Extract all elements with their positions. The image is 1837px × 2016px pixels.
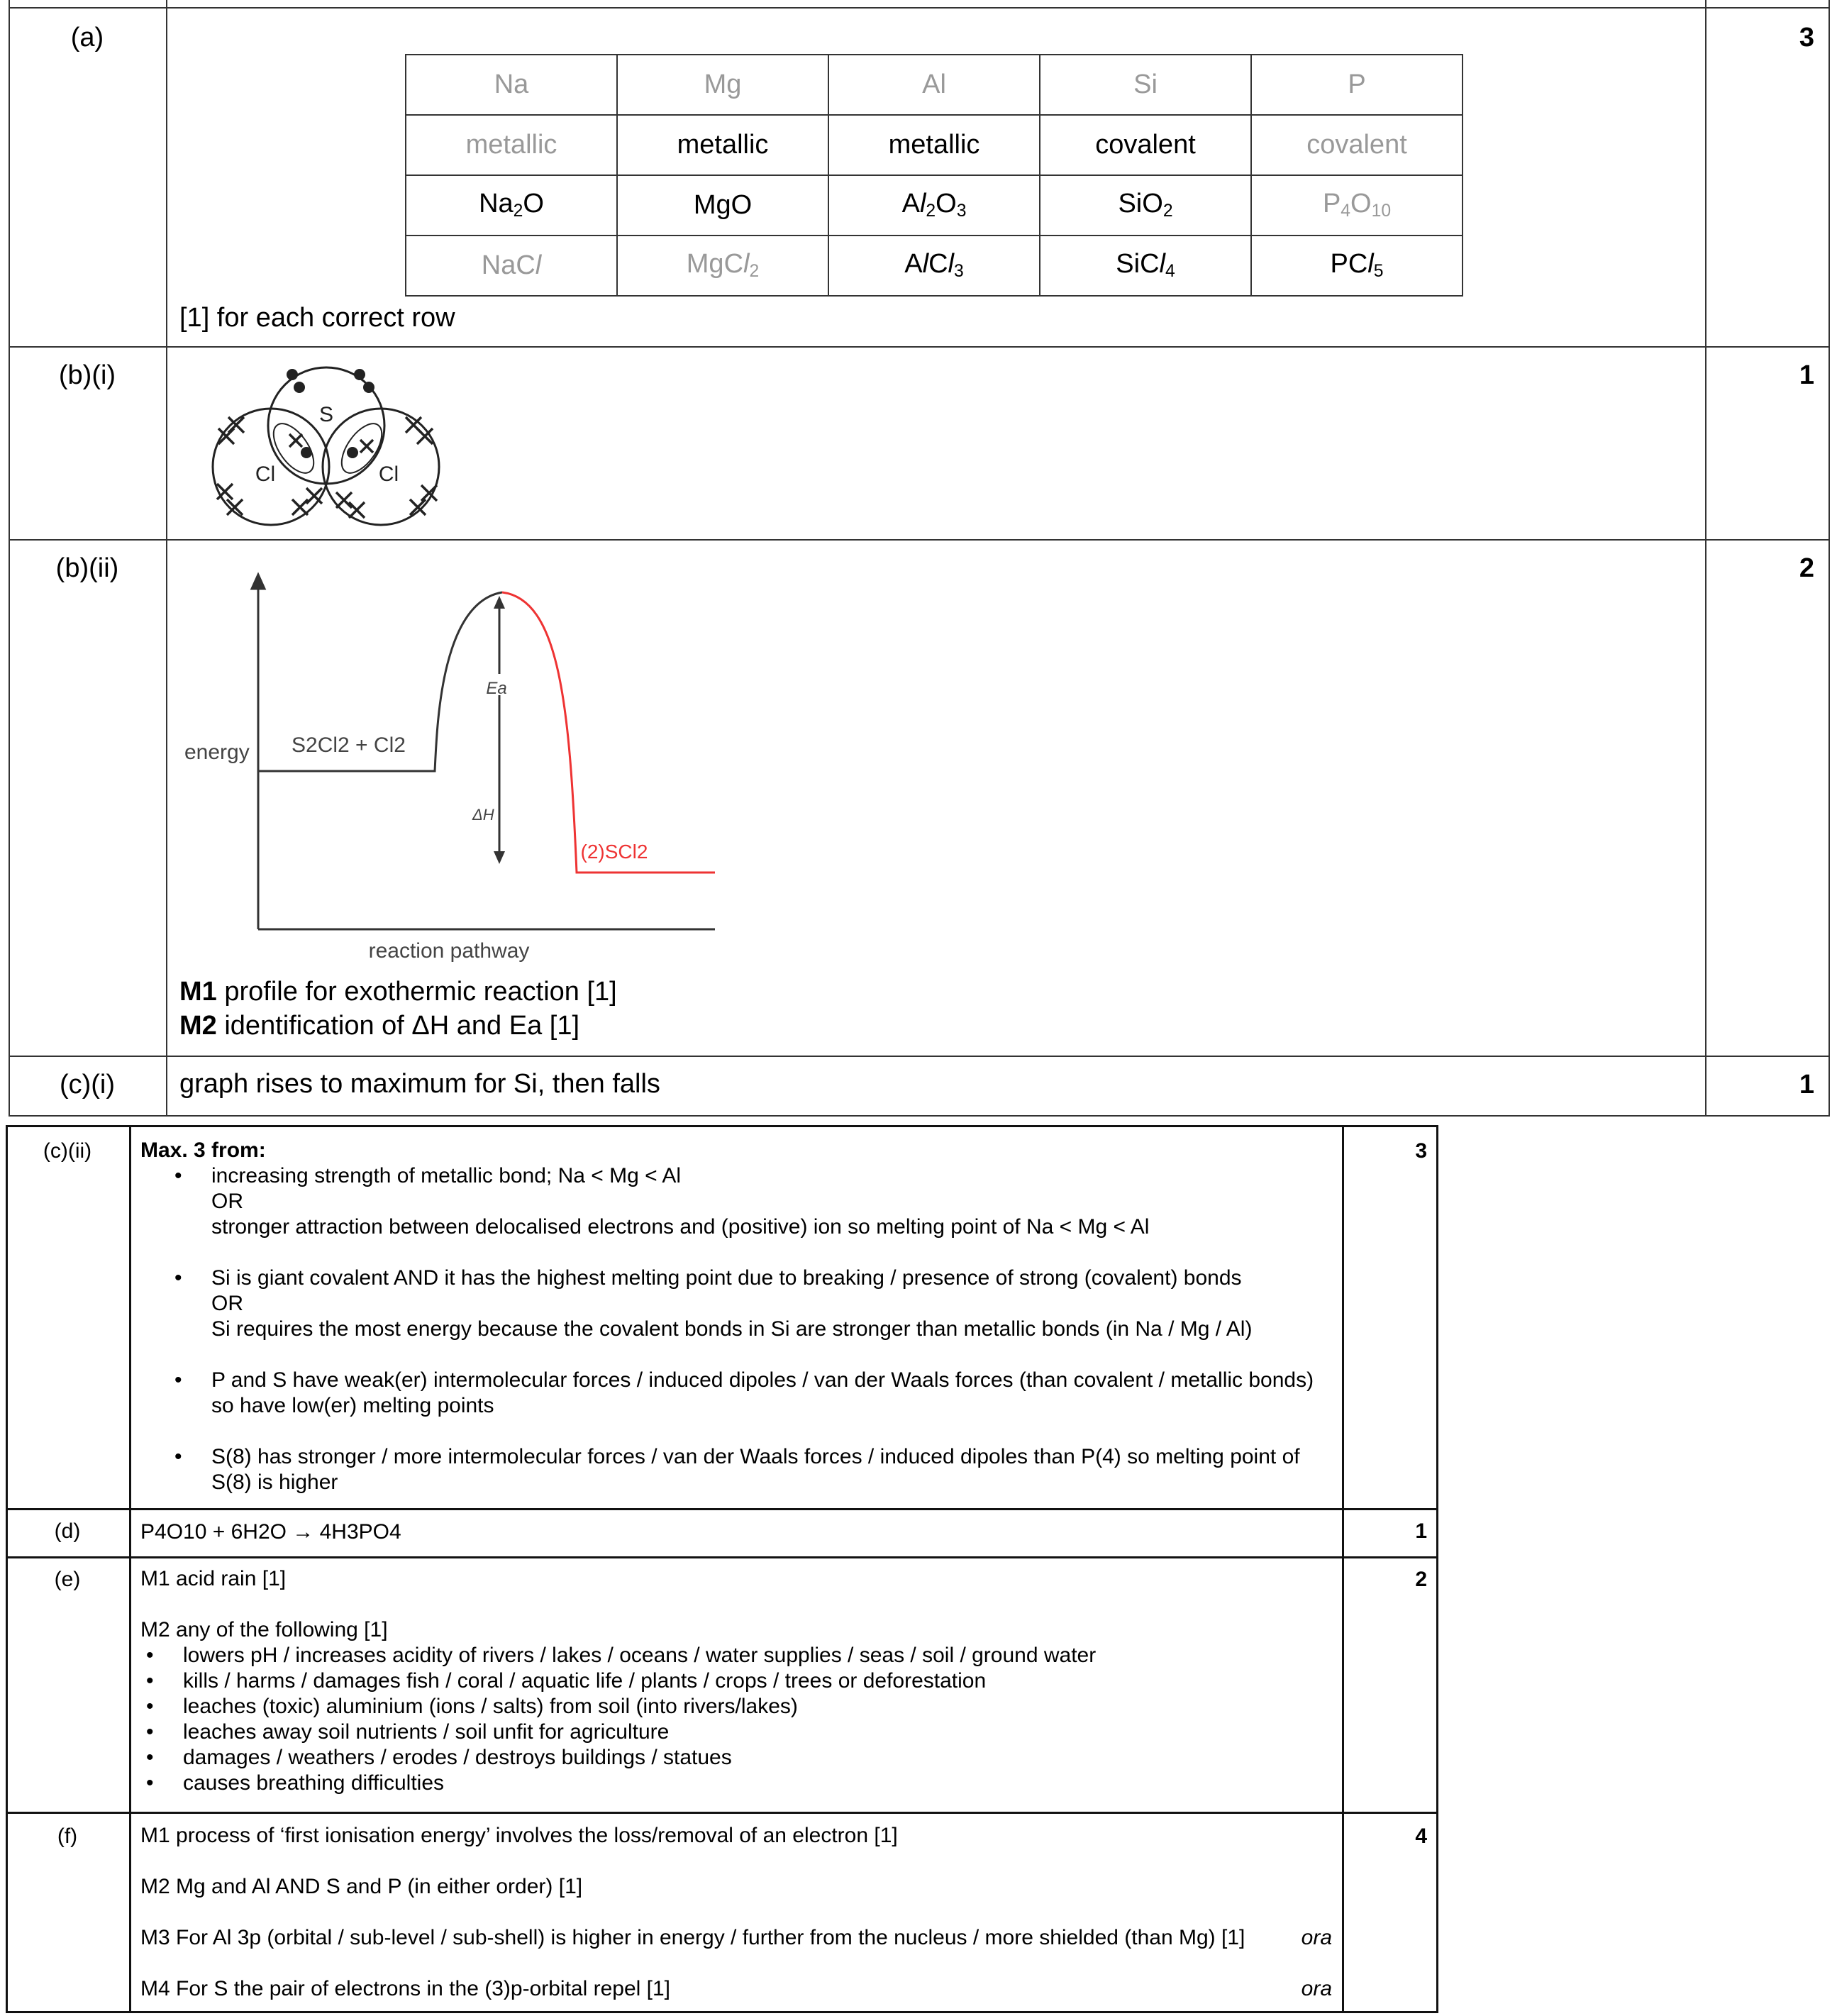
atom-label-cl-right: Cl: [378, 463, 399, 486]
element-table-cell: Na: [406, 55, 617, 115]
e-bullet-item: • damages / weathers / erodes / destroys buildings / statues: [140, 1745, 1332, 1771]
f-m1: M1 process of ‘first ionisation energy’ involves the loss/removal of an electron [1]: [140, 1824, 898, 1847]
row-mark-note: [1] for each correct row: [179, 303, 455, 333]
f-answer: [140, 1823, 1332, 2002]
e-bullet-item: • causes breathing difficulties: [140, 1771, 1332, 1796]
f-m3: M3 For Al 3p (orbital / sub-level / sub-shell) is higher in energy / further from the nucleus / more shielded (than Mg) [1]: [140, 1926, 1245, 1949]
element-table-cell: metallic: [617, 115, 828, 175]
element-table-cell: NaCl: [406, 236, 617, 296]
mark-e: 2: [1415, 1568, 1427, 1591]
element-table-row: [406, 236, 1463, 296]
atom-label-s: S: [318, 403, 334, 426]
element-bonding-table: [405, 54, 1463, 297]
e-bullet-item: • leaches (toxic) aluminium (ions / salts) from soil (into rivers/lakes): [140, 1694, 1332, 1719]
scl2-dot-cross-diagram: [200, 360, 455, 531]
element-table-cell: P: [1251, 55, 1463, 115]
element-table-cell: SiO$_2$: [1040, 175, 1251, 236]
element-table-cell: covalent: [1251, 115, 1463, 175]
cii-bullet-3: • P and S have weak(er) intermolecular forces / induced dipoles / van der Waals forces (than covalent / metallic bonds) so have low(er) melting points: [169, 1368, 1332, 1419]
element-table-cell: Si: [1040, 55, 1251, 115]
profile-exothermic-fall: [502, 592, 715, 873]
mark-d: 1: [1415, 1519, 1427, 1543]
element-table-cell: SiCl$_4$: [1040, 236, 1251, 296]
energy-profile-diagram: [176, 560, 729, 972]
f-m4-row: [140, 1976, 1332, 2002]
element-table-cell: metallic: [406, 115, 617, 175]
element-table-cell: $Na_2O$: [406, 175, 617, 236]
element-table-cell: $Al_2O_3$: [828, 175, 1040, 236]
question-label-d: (d): [54, 1519, 81, 1543]
f-m3-ora: ora: [1301, 1926, 1332, 1949]
mark-bi: 1: [1799, 360, 1814, 390]
f-m4: M4 For S the pair of electrons in the (3)p-orbital repel [1]: [140, 1977, 671, 2000]
ea-label: Ea: [486, 679, 507, 698]
question-label-f: (f): [57, 1824, 78, 1848]
cii-heading: Max. 3 from:: [140, 1139, 266, 1162]
mark-ci: 1: [1799, 1070, 1814, 1100]
mark-f: 4: [1415, 1824, 1427, 1848]
x-axis-label: reaction pathway: [368, 939, 530, 963]
reactants-label: S2Cl2 + Cl2: [292, 733, 406, 757]
element-table-cell: Mg: [617, 55, 828, 115]
element-table-row: [406, 115, 1463, 175]
element-table-cell: AlCl$_3$: [828, 236, 1040, 296]
mark-a: 3: [1799, 23, 1814, 52]
mark-scheme-table-bottom: [6, 1125, 1438, 2013]
element-table-cell: Al: [828, 55, 1040, 115]
f-m2: M2 Mg and Al AND S and P (in either order) [1]: [140, 1875, 583, 1898]
e-answer: [140, 1566, 1332, 1796]
question-label-ci: (c)(i): [59, 1070, 116, 1100]
products-label: (2)SCl2: [580, 841, 648, 863]
bii-m1-line: M1 profile for exothermic reaction [1]: [179, 977, 617, 1007]
e-m1: M1 acid rain [1]: [140, 1567, 287, 1590]
f-m4-ora: ora: [1301, 1977, 1332, 2000]
cii-bullet-2: • Si is giant covalent AND it has the highest melting point due to breaking / presence of strong (covalent) bonds OR Si requires the most energy because the covalent bonds in Si are stronger than metallic bonds (in Na / Mg / Al): [169, 1265, 1332, 1342]
element-table-row: [406, 175, 1463, 236]
element-table-cell: MgCl$_2$: [617, 236, 828, 296]
e-bullet-item: • kills / harms / damages fish / coral / aquatic life / plants / crops / trees or deforestation: [140, 1668, 1332, 1694]
e-m2: M2 any of the following [1]: [140, 1618, 388, 1641]
e-bullet-item: • lowers pH / increases acidity of rivers / lakes / oceans / water supplies / seas / soil / ground water: [140, 1643, 1332, 1668]
question-label-bi: (b)(i): [58, 360, 116, 390]
element-table-row: [406, 55, 1463, 115]
dh-label: ΔH: [472, 806, 494, 824]
question-label-a: (a): [70, 23, 104, 52]
mark-cii: 3: [1415, 1139, 1427, 1163]
ci-answer: graph rises to maximum for Si, then falls: [179, 1069, 660, 1099]
cii-bullet-4: • S(8) has stronger / more intermolecular forces / van der Waals forces / induced dipoles than P(4) so melting point of S(8) is higher: [169, 1444, 1332, 1495]
energy-axis-arrowhead: [252, 575, 265, 589]
element-table-cell: covalent: [1040, 115, 1251, 175]
element-table-cell: PCl$_5$: [1251, 236, 1463, 296]
d-equation: P4O10 + 6H2O → 4H3PO4: [140, 1520, 401, 1544]
question-label-e: (e): [54, 1568, 81, 1591]
mark-scheme-table-top: [9, 0, 1830, 1117]
f-m3-row: [140, 1925, 1332, 1951]
cii-bullet-list: [169, 1163, 1332, 1495]
y-axis-label: energy: [184, 741, 250, 764]
e-bullet-item: • leaches away soil nutrients / soil unfit for agriculture: [140, 1719, 1332, 1745]
mark-bii: 2: [1799, 553, 1814, 583]
element-table-cell: metallic: [828, 115, 1040, 175]
question-label-cii: (c)(ii): [43, 1139, 92, 1163]
question-label-bii: (b)(ii): [55, 553, 119, 583]
e-bullet-list: [140, 1643, 1332, 1796]
bii-m2-line: M2 identification of ΔH and Ea [1]: [179, 1011, 580, 1041]
cii-answer: [140, 1138, 1332, 1495]
cii-bullet-1: • increasing strength of metallic bond; Na < Mg < Al OR stronger attraction between delocalised electrons and (positive) ion so melting point of Na < Mg < Al: [169, 1163, 1332, 1240]
element-table-cell: $P_4O_{10}$: [1251, 175, 1463, 236]
atom-label-cl-left: Cl: [255, 463, 276, 486]
element-table-cell: MgO: [617, 175, 828, 236]
